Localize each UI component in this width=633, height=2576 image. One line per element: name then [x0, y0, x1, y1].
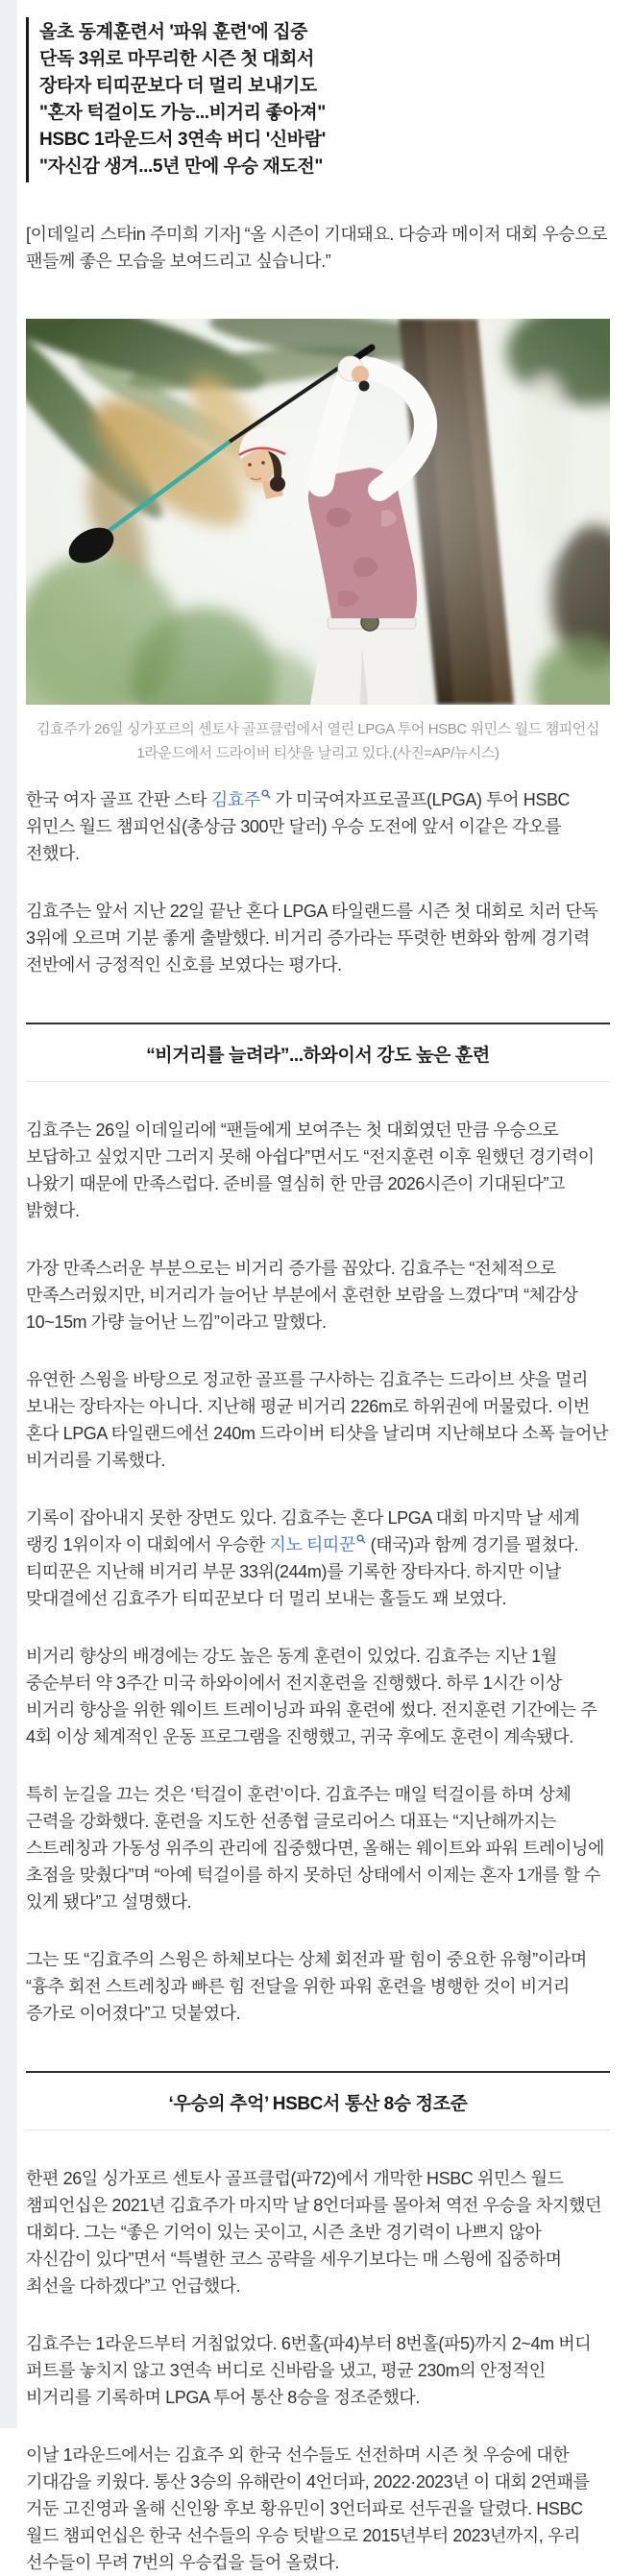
section-title: “비거리를 늘려라”...하와이서 강도 높은 훈련	[146, 1046, 490, 1066]
golfer-swing-illustration	[26, 319, 610, 705]
section-heading-1	[26, 1023, 610, 1082]
article-paragraph	[26, 786, 610, 867]
paragraph-text: 한국 여자 골프 간판 스타	[26, 790, 211, 809]
article-paragraph: 특히 눈길을 끄는 것은 ‘턱걸이 훈련’이다. 김효주는 매일 턱걸이를 하며 상체 근력을 강화했다. 훈련을 지도한 선종협 글로리어스 대표는 “지난해까지는 스트레칭과 가동성 위주의 관리에 집중했다면, 올해는 웨이트와 파워 트레이닝에 초점을 맞췄다”며 “아예 턱걸이를 하지 못하던 상태에서 이제는 혼자 1개를 할 수 있게 됐다”고 설명했다.	[26, 1785, 605, 1912]
article-paragraph: 한편 26일 싱가포르 센토사 골프클럽(파72)에서 개막한 HSBC 위민스 월드 챔피언십은 2021년 김효주가 마지막 날 8언더파를 몰아쳐 역전 우승을 차지했던 대회다. 그는 “좋은 기억이 있는 곳이고, 시즌 초반 경기력이 나쁘지 않아 자신감이 있다”면서 “특별한 코스 공략을 세우기보다는 매 스윙에 집중하며 최선을 다하겠다”고 언급했다.	[26, 2169, 602, 2296]
summary-line: 올초 동계훈련서 '파워 훈련'에 집중	[39, 22, 308, 42]
paragraph-text: 가 미국여자프로골프(LPGA) 투어 HSBC 위민스 월드 챔피언십(총상금 300만 달러) 우승 도전에 앞서 이같은 각오를 전했다.	[26, 790, 571, 863]
section-heading-2	[26, 2071, 610, 2131]
article-paragraph: 유연한 스윙을 바탕으로 정교한 골프를 구사하는 김효주는 드라이브 샷을 멀리 보내는 장타자는 아니다. 지난해 평균 비거리 226m로 하위권에 머물렀다. 이번 혼다 LPGA 타일랜드에선 240m 드라이버 티샷을 날리며 지난해보다 소폭 늘어난 비거리를 기록했다.	[26, 1370, 608, 1470]
player-link-jeeno-thitikul[interactable]	[269, 1535, 366, 1554]
article-photo-figure	[26, 319, 610, 765]
article-paragraph: 가장 만족스러운 부분으로는 비거리 증가를 꼽았다. 김효주는 “전체적으로 만족스러웠지만, 비거리가 늘어난 부분에서 훈련한 보람을 느꼈다”며 “체감상 10~15m 가량 늘어난 느낌”이라고 말했다.	[26, 1259, 578, 1332]
article-paragraph: 이날 1라운드에서는 김효주 외 한국 선수들도 선전하며 시즌 첫 우승에 대한 기대감을 키웠다. 통산 3승의 유해란이 4언더파, 2022·2023년 이 대회 2연패를 거둔 고진영과 올해 신인왕 후보 황유민이 3언더파로 선두권을 달렸다. HSBC 월드 챔피언십은 한국 선수들의 우승 텃밭으로 2015년부터 2023년까지, 우리 선수들이 무려 7번의 우승컵을 들어 올렸다.	[26, 2445, 590, 2572]
article-paragraph: 김효주는 26일 이데일리에 “팬들에게 보여주는 첫 대회였던 만큼 우승으로 보답하고 싶었지만 그러지 못해 아쉽다”면서도 “전지훈련 이후 원했던 경기력이 나왔기 때문에 만족스럽다. 준비를 열심히 한 만큼 2026시즌이 기대된다”고 밝혔다.	[26, 1120, 595, 1220]
section-title: ‘우승의 추억’ HSBC서 통산 8승 정조준	[168, 2094, 468, 2114]
player-link-label: 김효주	[210, 790, 260, 809]
news-article	[17, 0, 633, 2576]
paragraph-text: 기록이 잡아내지 못한 장면도 있다. 김효주는 혼다 LPGA 대회 마지막 날 세계 랭킹 1위이자 이 대회에서 우승한	[26, 1508, 580, 1554]
summary-box	[26, 17, 610, 182]
byline-paragraph: [이데일리 스타in 주미희 기자] “올 시즌이 기대돼요. 다승과 메이저 대회 우승으로 팬들께 좋은 모습을 보여드리고 싶습니다.”	[26, 225, 608, 271]
article-paragraph: 그는 또 “김효주의 스윙은 하체보다는 상체 회전과 팔 힘이 중요한 유형”이라며 “흉추 회전 스트레칭과 빠른 힘 전달을 위한 파워 훈련을 병행한 것이 비거리 증가로 이어졌다”고 덧붙였다.	[26, 1950, 587, 2023]
article-paragraph: 김효주는 앞서 지난 22일 끝난 혼다 LPGA 타일랜드를 시즌 첫 대회로 치러 단독 3위에 오르며 기분 좋게 출발했다. 비거리 증가라는 뚜렷한 변화와 함께 경기력 전반에서 긍정적인 신호를 보였다는 평가다.	[26, 902, 598, 975]
player-link-label: 지노 티띠꾼	[269, 1535, 356, 1554]
summary-line: "자신감 생겨...5년 만에 우승 재도전"	[39, 156, 323, 177]
summary-line: "혼자 턱걸이도 가능...비거리 좋아져"	[39, 103, 326, 123]
paragraph-text: (태국)과 함께 경기를 펼쳤다. 티띠꾼은 지난해 비거리 부문 33위(244m)를 기록한 장타자다. 하지만 이날 맞대결에선 김효주가 티띠꾼보다 더 멀리 보내는 홀들도 꽤 보였다.	[26, 1535, 579, 1608]
photo-caption: 김효주가 26일 싱가포르의 센토사 골프클럽에서 열린 LPGA 투어 HSBC 위민스 월드 챔피언십 1라운드에서 드라이버 티샷을 날리고 있다.(사진=AP/뉴시스)	[37, 721, 599, 761]
summary-line: HSBC 1라운드서 3연속 버디 '신바람'	[39, 130, 326, 150]
summary-line: 장타자 티띠꾼보다 더 멀리 보내기도	[39, 76, 317, 96]
article-photo[interactable]	[26, 319, 610, 705]
person-search-icon	[356, 1534, 366, 1544]
article-paragraph	[26, 1505, 610, 1612]
article-paragraph: 김효주는 1라운드부터 거침없었다. 6번홀(파4)부터 8번홀(파5)까지 2~4m 버디 퍼트를 놓치지 않고 3연속 버디로 신바람을 냈고, 평균 230m의 안정적인 비거리를 기록하며 LPGA 투어 통산 8승을 정조준했다.	[26, 2334, 592, 2407]
player-link-kim-hyojoo[interactable]	[211, 790, 271, 809]
summary-line: 단독 3위로 마무리한 시즌 첫 대회서	[39, 49, 314, 69]
person-search-icon	[261, 789, 271, 799]
page-gutter	[0, 0, 17, 2428]
article-paragraph: 비거리 향상의 배경에는 강도 높은 동계 훈련이 있었다. 김효주는 지난 1월 중순부터 약 3주간 미국 하와이에서 전지훈련을 진행했다. 하루 1시간 이상 비거리 향상을 위한 웨이트 트레이닝과 파워 훈련에 썼다. 전지훈련 기간에는 주 4회 이상 체계적인 운동 프로그램을 진행했고, 귀국 후에도 훈련이 계속됐다.	[26, 1647, 597, 1746]
